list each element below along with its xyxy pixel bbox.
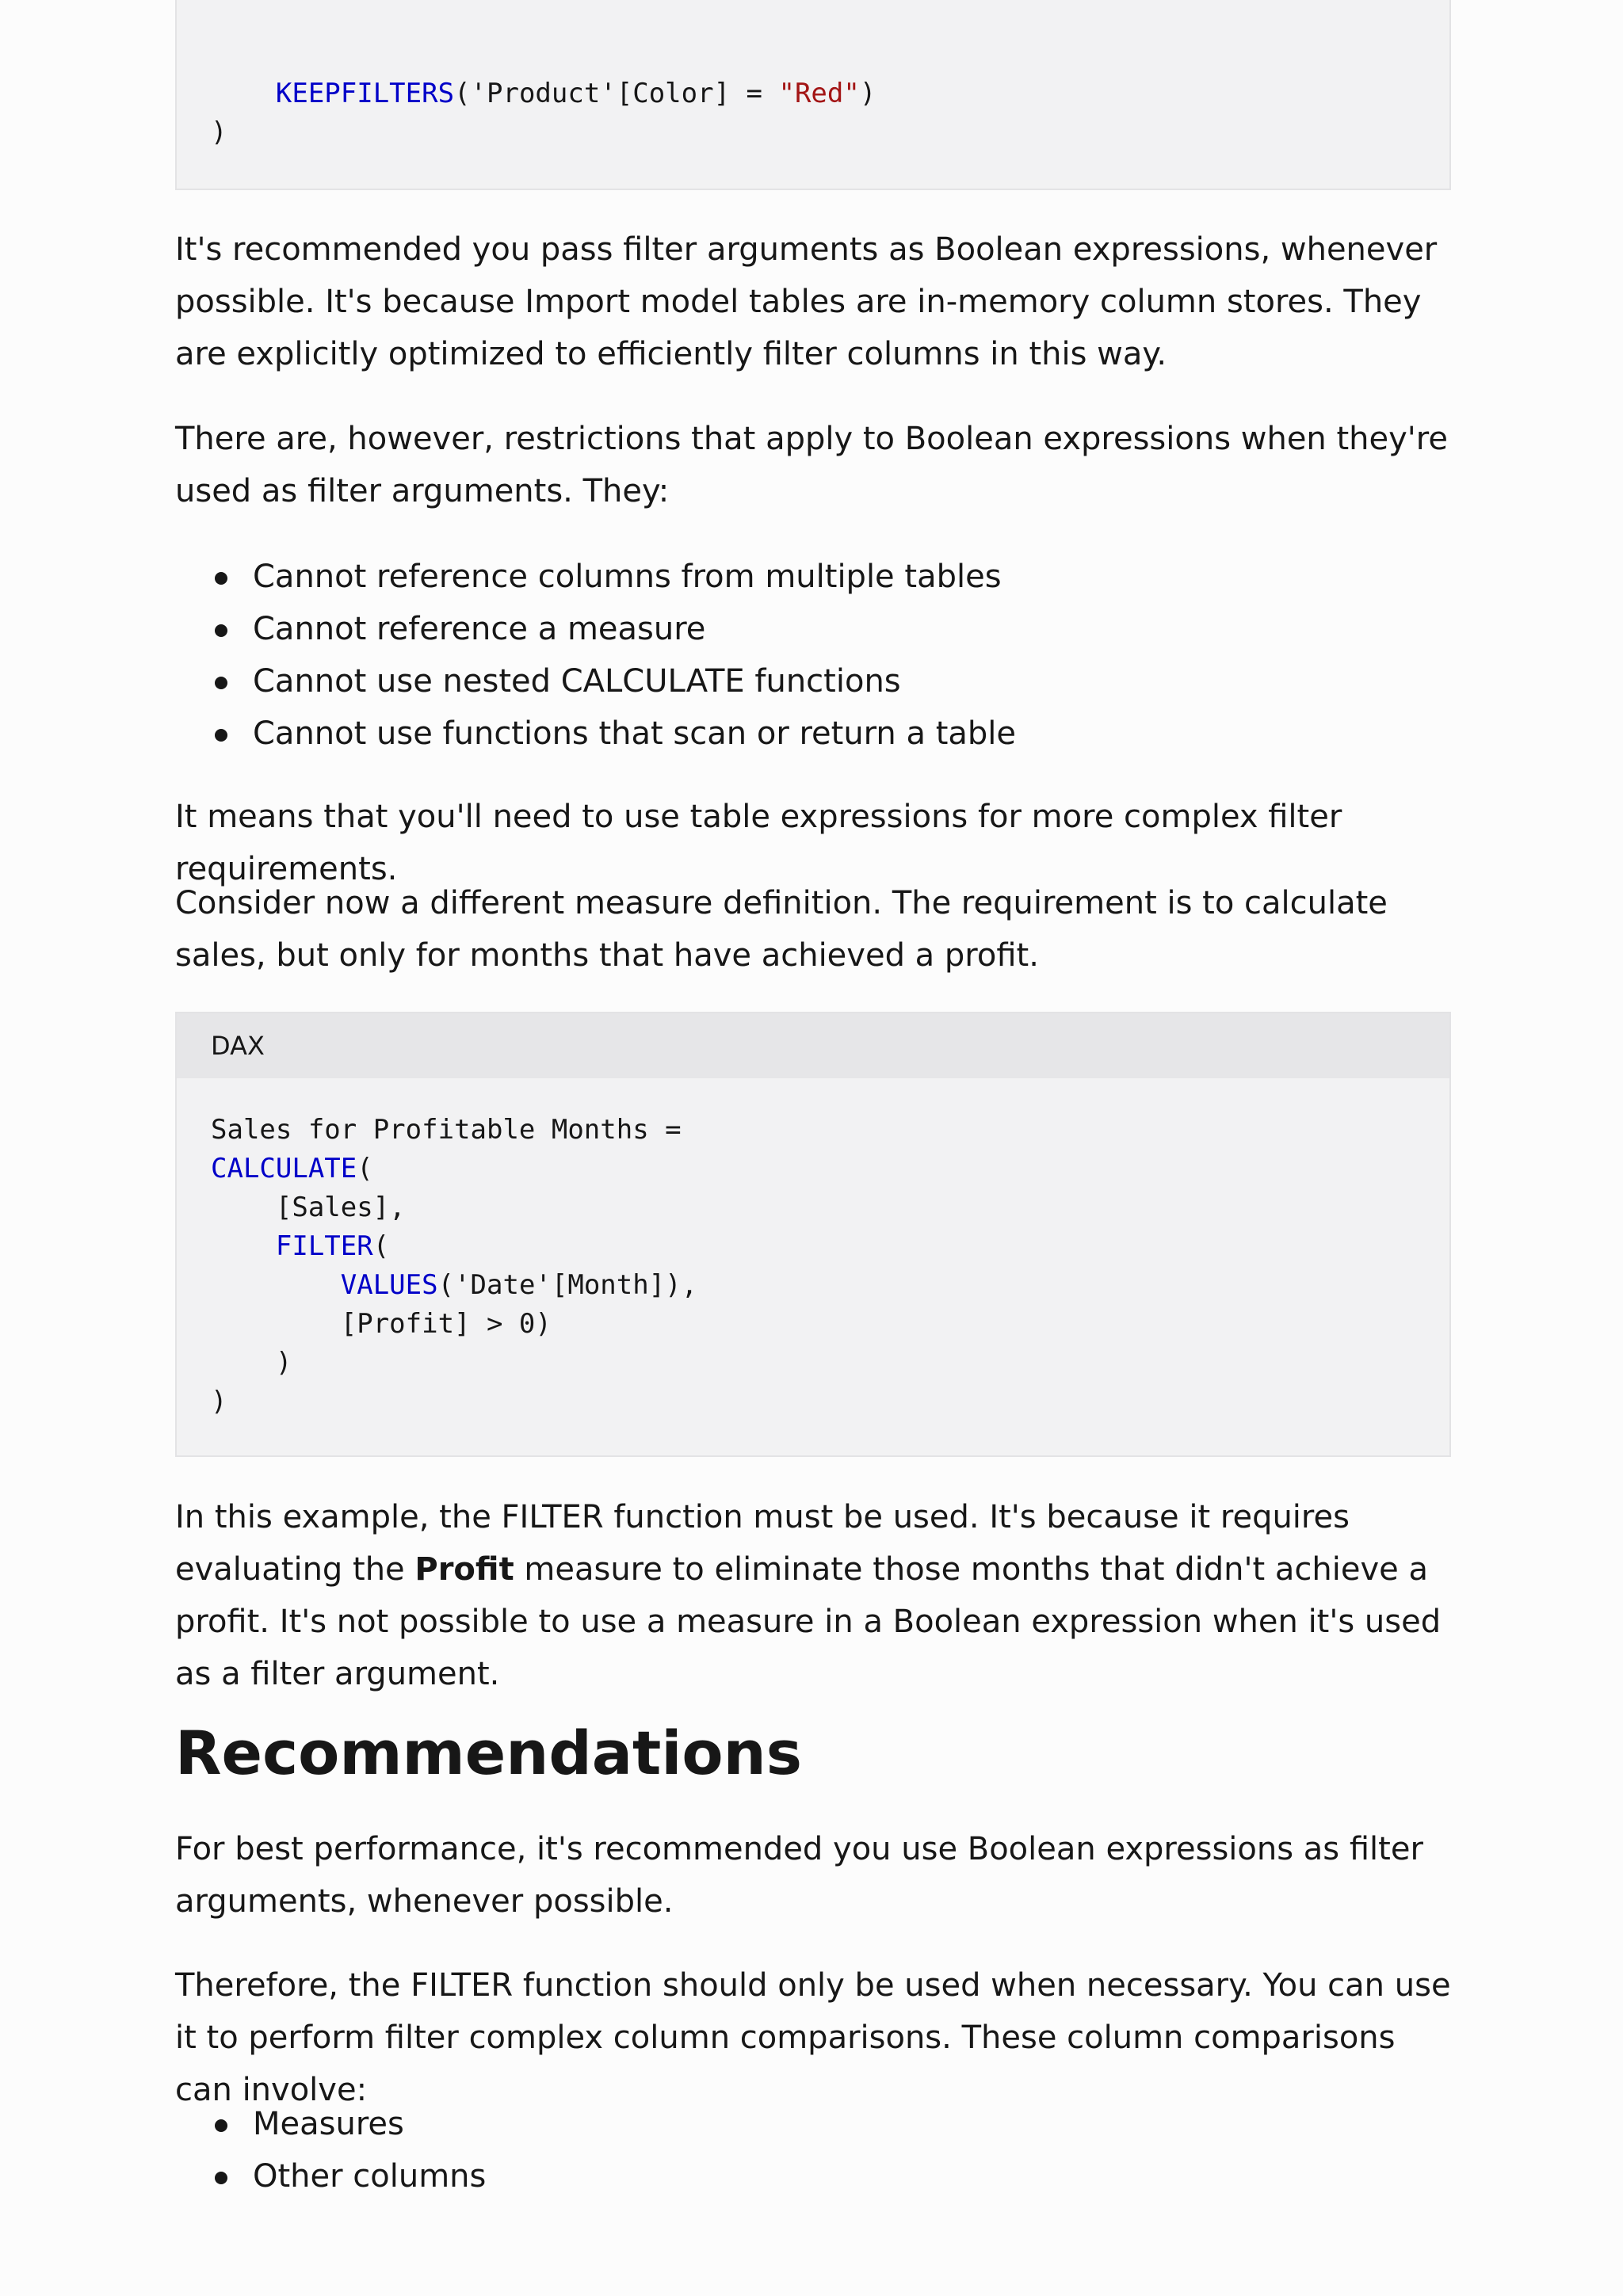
list-item: Cannot use functions that scan or return a table <box>175 707 1451 760</box>
bullet-icon <box>215 2119 227 2132</box>
paragraph-boolean-recommendation: It's recommended you pass filter arguments as Boolean expressions, whenever possible. It's because Import model tables are in-memory column stores. They are explicitly optimized to efficiently filter columns in this way. <box>175 231 1438 372</box>
comparisons-list <box>175 2098 1451 2203</box>
list-item: Cannot use nested CALCULATE functions <box>175 655 1451 707</box>
list-item: Other columns <box>175 2150 1451 2203</box>
code-text: KEEPFILTERS('Product'[Color] = "Red") ) <box>211 78 876 148</box>
code-block-dax <box>175 1012 1451 1457</box>
bullet-icon <box>215 729 227 742</box>
list-item: Measures <box>175 2098 1451 2150</box>
bullet-icon <box>215 677 227 689</box>
code-language-label: DAX <box>177 1013 1449 1078</box>
paragraph-table-expressions: It means that you'll need to use table expressions for more complex filter requirements. <box>175 799 1342 887</box>
bullet-icon <box>215 572 227 585</box>
list-item: Cannot reference a measure <box>175 603 1451 655</box>
code-text: Sales for Profitable Months = CALCULATE( [Sales], FILTER( VALUES('Date'[Month]), [Profit] > 0) ) ) <box>211 1114 698 1417</box>
code-block-keepfilters <box>175 0 1451 190</box>
paragraph-restrictions-intro: There are, however, restrictions that apply to Boolean expressions when they're used as filter arguments. They: <box>175 421 1448 509</box>
bullet-icon <box>215 624 227 637</box>
bullet-icon <box>215 2172 227 2184</box>
code-string: "Red" <box>778 78 860 109</box>
section-heading: Recommendations <box>175 1718 802 1788</box>
paragraph-filter-example: In this example, the FILTER function must be used. It's because it requires evaluating the Profit measure to eliminate those months that didn't achieve a profit. It's not possible to use a measure in a Boolean expression when it's used as a filter argument. <box>175 1499 1442 1692</box>
paragraph-different-measure: Consider now a different measure definition. The requirement is to calculate sales, but only for months that have achieved a profit. <box>175 885 1388 974</box>
paragraph-filter-necessary: Therefore, the FILTER function should only be used when necessary. You can use it to perform filter complex column comparisons. These column comparisons can involve: <box>175 1967 1451 2108</box>
paragraph-best-performance: For best performance, it's recommended you use Boolean expressions as filter arguments, whenever possible. <box>175 1831 1423 1920</box>
bold-profit: Profit <box>414 1551 514 1588</box>
code-keyword: KEEPFILTERS <box>275 78 455 109</box>
list-item: Cannot reference columns from multiple tables <box>175 551 1451 603</box>
restrictions-list <box>175 551 1451 760</box>
